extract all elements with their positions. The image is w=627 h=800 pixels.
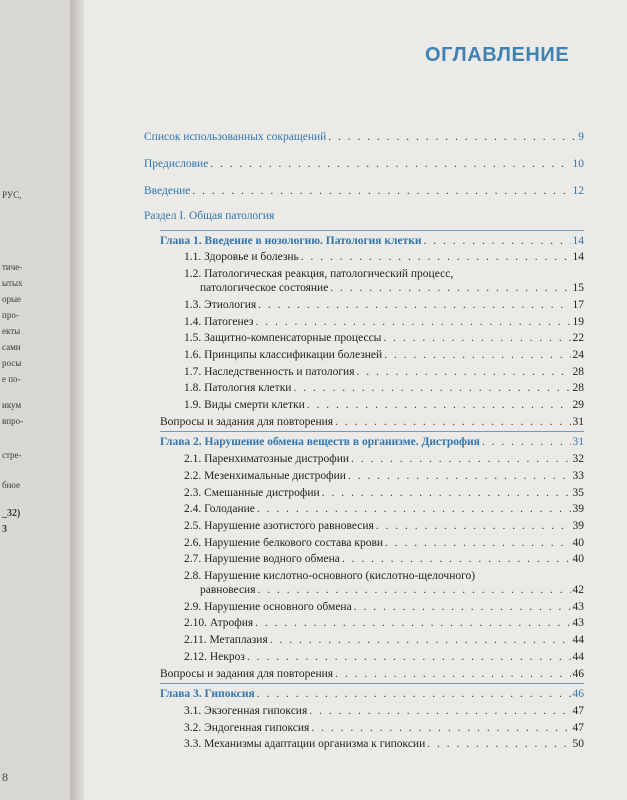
toc-item[interactable]	[184, 633, 584, 647]
toc-chapter-page: 14	[572, 234, 584, 247]
toc-item-page: 39	[572, 519, 584, 532]
toc-item[interactable]	[184, 704, 584, 718]
toc-front-entry-title: Предисловие	[144, 158, 209, 170]
toc-item-page: 43	[572, 617, 584, 630]
toc-item[interactable]	[184, 250, 584, 264]
left-page-fragment: ытых	[2, 278, 23, 288]
toc-item[interactable]	[184, 600, 584, 614]
dot-leader	[307, 398, 571, 412]
toc-chapter[interactable]	[160, 435, 584, 449]
toc-item[interactable]	[184, 298, 584, 312]
left-page-fragment: тиче-	[2, 262, 23, 272]
dot-leader	[384, 348, 570, 362]
toc-front-entry-page: 10	[572, 158, 584, 170]
section-divider	[160, 683, 584, 684]
dot-leader	[330, 281, 570, 295]
toc-item-page: 35	[572, 486, 584, 499]
toc-item-title: 1.8. Патология клетки	[184, 382, 292, 395]
toc-item-page: 39	[572, 503, 584, 516]
dot-leader	[293, 381, 570, 395]
toc-item-title: 2.11. Метаплазия	[184, 634, 268, 647]
toc-item-title: 3.2. Эндогенная гипоксия	[184, 721, 310, 734]
toc-front-entry-title: Список использованных сокращений	[144, 131, 327, 143]
dot-leader	[322, 486, 571, 500]
toc-chapter-title: Глава 3. Гипоксия	[160, 688, 255, 701]
left-page-fragment: бное	[2, 480, 20, 490]
toc-item-title: 2.4. Голодание	[184, 503, 255, 516]
left-page-fragment: е по-	[2, 374, 21, 384]
toc-item-title: 1.6. Принципы классификации болезней	[184, 348, 383, 361]
toc-item-title: 1.3. Этиология	[184, 298, 257, 311]
dot-leader	[423, 234, 570, 248]
toc-item-title: 2.10. Атрофия	[184, 617, 254, 630]
left-page-fragment: про-	[2, 310, 19, 320]
toc-review-page: 46	[572, 667, 584, 680]
dot-leader	[482, 435, 571, 449]
toc-item-title: 1.7. Наследственность и патология	[184, 365, 355, 378]
toc-item-title: 3.3. Механизмы адаптации организма к гипоксии	[184, 738, 426, 751]
page-title: ОГЛАВЛЕНИЕ	[425, 44, 570, 66]
toc-item-title: 2.3. Смешанные дистрофии	[184, 486, 320, 499]
toc-chapter-page: 46	[572, 688, 584, 701]
toc-item[interactable]	[184, 721, 584, 735]
toc-item-title: 2.1. Паренхиматозные дистрофии	[184, 453, 350, 466]
contents-page	[84, 0, 627, 800]
toc-item[interactable]	[184, 398, 584, 412]
dot-leader	[258, 583, 571, 597]
dot-leader	[383, 331, 570, 345]
toc-item-page: 42	[572, 584, 584, 596]
toc-front-entry[interactable]	[144, 157, 584, 171]
toc-item-title[interactable]: 1.2. Патологическая реакция, патологический процесс,	[184, 268, 454, 281]
toc-item-page: 29	[572, 399, 584, 411]
left-page-fragment: сами	[2, 342, 21, 352]
left-page-fragment: _32)	[2, 508, 21, 519]
table-of-contents	[84, 0, 627, 800]
toc-item-title: 2.9. Нарушение основного обмена	[184, 600, 352, 613]
dot-leader	[309, 704, 570, 718]
dot-leader	[354, 600, 571, 614]
toc-item[interactable]	[184, 315, 584, 329]
dot-leader	[192, 184, 570, 198]
left-page-fragment: 3	[2, 524, 7, 535]
toc-item-title: 3.1. Экзогенная гипоксия	[184, 704, 308, 717]
toc-item[interactable]	[184, 737, 584, 751]
toc-item-page: 17	[572, 298, 584, 311]
toc-item[interactable]	[184, 650, 584, 664]
dot-leader	[342, 552, 571, 566]
toc-review-page: 31	[572, 415, 584, 428]
toc-item[interactable]	[184, 616, 584, 630]
dot-leader	[348, 469, 571, 483]
toc-item-title: 1.9. Виды смерти клетки	[184, 399, 305, 411]
toc-item-page: 24	[572, 348, 584, 361]
dot-leader	[427, 737, 570, 751]
toc-chapter-title: Глава 2. Нарушение обмена веществ в организме. Дистрофия	[160, 436, 480, 449]
dot-leader	[335, 415, 570, 429]
toc-item-page: 28	[572, 382, 584, 395]
toc-review-title: Вопросы и задания для повторения	[160, 415, 334, 428]
section-divider	[160, 230, 584, 231]
toc-item[interactable]	[184, 536, 584, 550]
toc-front-entry-page: 12	[572, 185, 584, 197]
toc-item-title: патологическое состояние	[200, 282, 329, 295]
toc-item-page: 50	[572, 738, 584, 751]
toc-item-title[interactable]: 2.8. Нарушение кислотно-основного (кислотно-щелочного)	[184, 570, 476, 582]
toc-item-page: 44	[572, 650, 584, 663]
toc-chapter-title: Глава 1. Введение в нозологию. Патология клетки	[160, 234, 422, 247]
left-page-fragment: екты	[2, 326, 21, 336]
toc-item-page: 40	[572, 553, 584, 566]
dot-leader	[255, 315, 570, 329]
left-page-number: 8	[2, 770, 8, 784]
toc-item[interactable]	[184, 552, 584, 566]
toc-item-title: 2.7. Нарушение водного обмена	[184, 553, 340, 566]
left-page-fragment: РУС,	[2, 190, 22, 200]
dot-leader	[351, 452, 570, 466]
toc-item[interactable]	[184, 502, 584, 516]
toc-item[interactable]	[200, 281, 584, 295]
dot-leader	[255, 616, 570, 630]
toc-item-page: 40	[572, 536, 584, 549]
toc-item-title: 1.4. Патогенез	[184, 315, 254, 328]
toc-item-page: 19	[572, 315, 584, 328]
dot-leader	[356, 365, 570, 379]
toc-item-title: равновесия	[200, 584, 256, 596]
dot-leader	[328, 130, 576, 144]
toc-item-page: 15	[572, 282, 584, 295]
left-page-fragment: икум	[2, 400, 22, 410]
toc-item[interactable]	[184, 365, 584, 379]
toc-item-page: 44	[572, 634, 584, 647]
toc-item-page: 43	[572, 600, 584, 613]
toc-item[interactable]	[184, 519, 584, 533]
toc-review[interactable]	[160, 667, 584, 681]
toc-item-page: 28	[572, 365, 584, 378]
toc-item-page: 47	[572, 721, 584, 734]
toc-front-entry[interactable]	[144, 184, 584, 198]
dot-leader	[257, 687, 571, 701]
toc-front-entry-page: 9	[578, 131, 584, 143]
toc-item-title: 2.6. Нарушение белкового состава крови	[184, 536, 384, 549]
toc-item-title: 2.2. Мезенхимальные дистрофии	[184, 469, 346, 482]
toc-section-heading[interactable]	[144, 209, 584, 223]
toc-item-page: 22	[572, 332, 584, 345]
toc-item-title: 1.1. Здоровье и болезнь	[184, 251, 299, 264]
dot-leader	[247, 650, 571, 664]
left-page-fragment: орые	[2, 294, 22, 304]
toc-chapter-page: 31	[572, 436, 584, 449]
toc-item-page: 14	[572, 251, 584, 264]
dot-leader	[258, 298, 570, 312]
dot-leader	[335, 667, 570, 681]
toc-item-page: 33	[572, 469, 584, 482]
dot-leader	[301, 250, 571, 264]
toc-chapter[interactable]	[160, 234, 584, 248]
toc-item[interactable]	[184, 331, 584, 345]
left-page-fragment: росы	[2, 358, 22, 368]
toc-chapter[interactable]	[160, 687, 584, 701]
toc-item-title: 2.5. Нарушение азотистого равновесия	[184, 519, 374, 532]
toc-review[interactable]	[160, 415, 584, 429]
toc-item-title: 2.12. Некроз	[184, 650, 245, 663]
left-page-fragment: впро-	[2, 416, 24, 426]
toc-item-page: 32	[572, 453, 584, 466]
left-page-edge	[0, 0, 78, 800]
toc-item[interactable]	[184, 486, 584, 500]
toc-section-heading-title: Раздел I. Общая патология	[144, 210, 275, 222]
toc-front-entry-title: Введение	[144, 185, 191, 197]
left-page-fragment: стре-	[2, 450, 22, 460]
toc-review-title: Вопросы и задания для повторения	[160, 667, 334, 680]
toc-item-title: 1.5. Защитно-компенсаторные процессы	[184, 332, 382, 345]
toc-item-page: 47	[572, 704, 584, 717]
dot-leader	[257, 502, 571, 516]
toc-front-entry[interactable]	[144, 130, 584, 144]
toc-item[interactable]	[184, 469, 584, 483]
dot-leader	[311, 721, 570, 735]
dot-leader	[270, 633, 571, 647]
dot-leader	[210, 157, 570, 171]
section-divider	[160, 431, 584, 432]
toc-item[interactable]	[184, 452, 584, 466]
toc-item[interactable]	[200, 583, 584, 597]
toc-item[interactable]	[184, 348, 584, 362]
toc-item[interactable]	[184, 381, 584, 395]
dot-leader	[385, 536, 570, 550]
dot-leader	[376, 519, 571, 533]
